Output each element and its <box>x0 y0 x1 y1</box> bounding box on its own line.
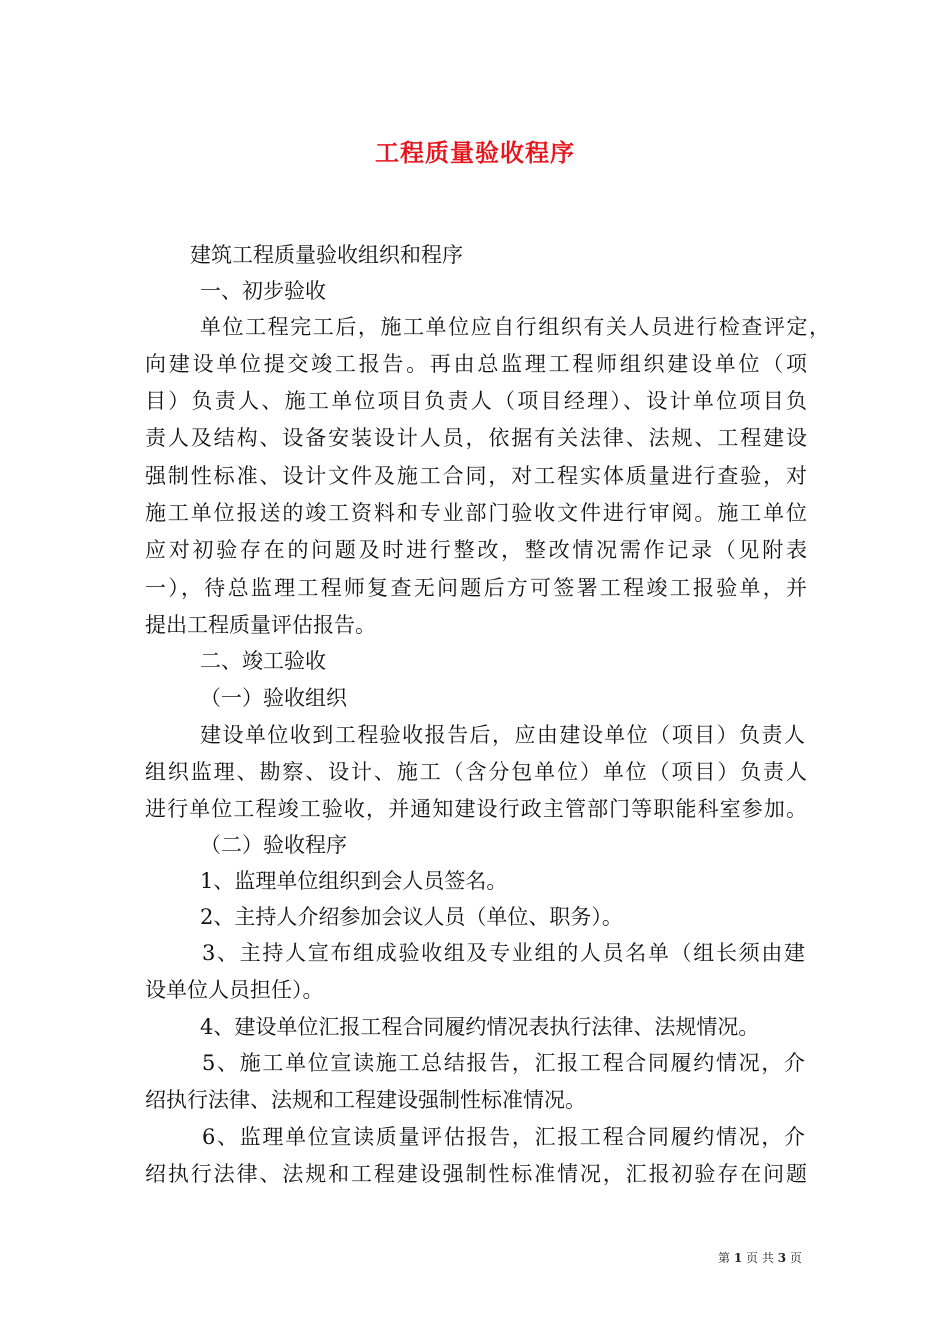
paragraph-line: 目）负责人、施工单位项目负责人（项目经理）、设计单位项目负 <box>145 389 807 413</box>
page-footer <box>718 1249 802 1266</box>
current-page-number: 1 <box>733 1251 743 1265</box>
total-pages-number: 3 <box>777 1251 787 1265</box>
paragraph-line: 向建设单位提交竣工报告。再由总监理工程师组织建设单位（项 <box>145 352 807 376</box>
list-item-continuation: 绍执行法律、法规和工程建设强制性标准情况。 <box>145 1088 586 1112</box>
paragraph-line: 应对初验存在的问题及时进行整改，整改情况需作记录（见附表 <box>145 538 807 562</box>
paragraph-line: 强制性标准、设计文件及施工合同，对工程实体质量进行查验，对 <box>145 464 807 488</box>
section-heading: 二、竣工验收 <box>200 649 326 673</box>
list-item: 1、监理单位组织到会人员签名。 <box>200 869 508 893</box>
paragraph-line: 施工单位报送的竣工资料和专业部门验收文件进行审阅。施工单位 <box>145 501 807 525</box>
list-item: 3、主持人宣布组成验收组及专业组的人员名单（组长须由建 <box>202 941 805 965</box>
list-item: 6、监理单位宣读质量评估报告，汇报工程合同履约情况，介 <box>202 1125 805 1149</box>
footer-mid: 页 共 <box>746 1251 774 1265</box>
section-heading: 一、初步验收 <box>200 279 326 303</box>
paragraph-line: 进行单位工程竣工验收，并通知建设行政主管部门等职能科室参加。 <box>145 797 807 821</box>
list-item-continuation: 设单位人员担任）。 <box>145 978 324 1002</box>
footer-suffix: 页 <box>789 1251 802 1265</box>
paragraph-line: 建设单位收到工程验收报告后，应由建设单位（项目）负责人 <box>200 723 805 747</box>
paragraph-line: 单位工程完工后，施工单位应自行组织有关人员进行检查评定， <box>200 315 830 339</box>
paragraph-line: 提出工程质量评估报告。 <box>145 613 376 637</box>
subsection-heading: （一）验收组织 <box>200 686 347 710</box>
section-heading: 建筑工程质量验收组织和程序 <box>190 243 463 267</box>
paragraph-line: 责人及结构、设备安装设计人员，依据有关法律、法规、工程建设 <box>145 426 807 450</box>
paragraph-line: 组织监理、勘察、设计、施工（含分包单位）单位（项目）负责人 <box>145 760 807 784</box>
list-item: 5、施工单位宣读施工总结报告，汇报工程合同履约情况，介 <box>202 1051 805 1075</box>
paragraph-line: 一），待总监理工程师复查无问题后方可签署工程竣工报验单，并 <box>145 576 807 600</box>
list-item: 2、主持人介绍参加会议人员（单位、职务）。 <box>200 905 623 929</box>
document-title: 工程质量验收程序 <box>375 138 575 167</box>
list-item-continuation: 绍执行法律、法规和工程建设强制性标准情况，汇报初验存在问题 <box>145 1162 807 1186</box>
footer-prefix: 第 <box>718 1251 731 1265</box>
subsection-heading: （二）验收程序 <box>200 833 347 857</box>
list-item: 4、建设单位汇报工程合同履约情况表执行法律、法规情况。 <box>200 1015 760 1039</box>
